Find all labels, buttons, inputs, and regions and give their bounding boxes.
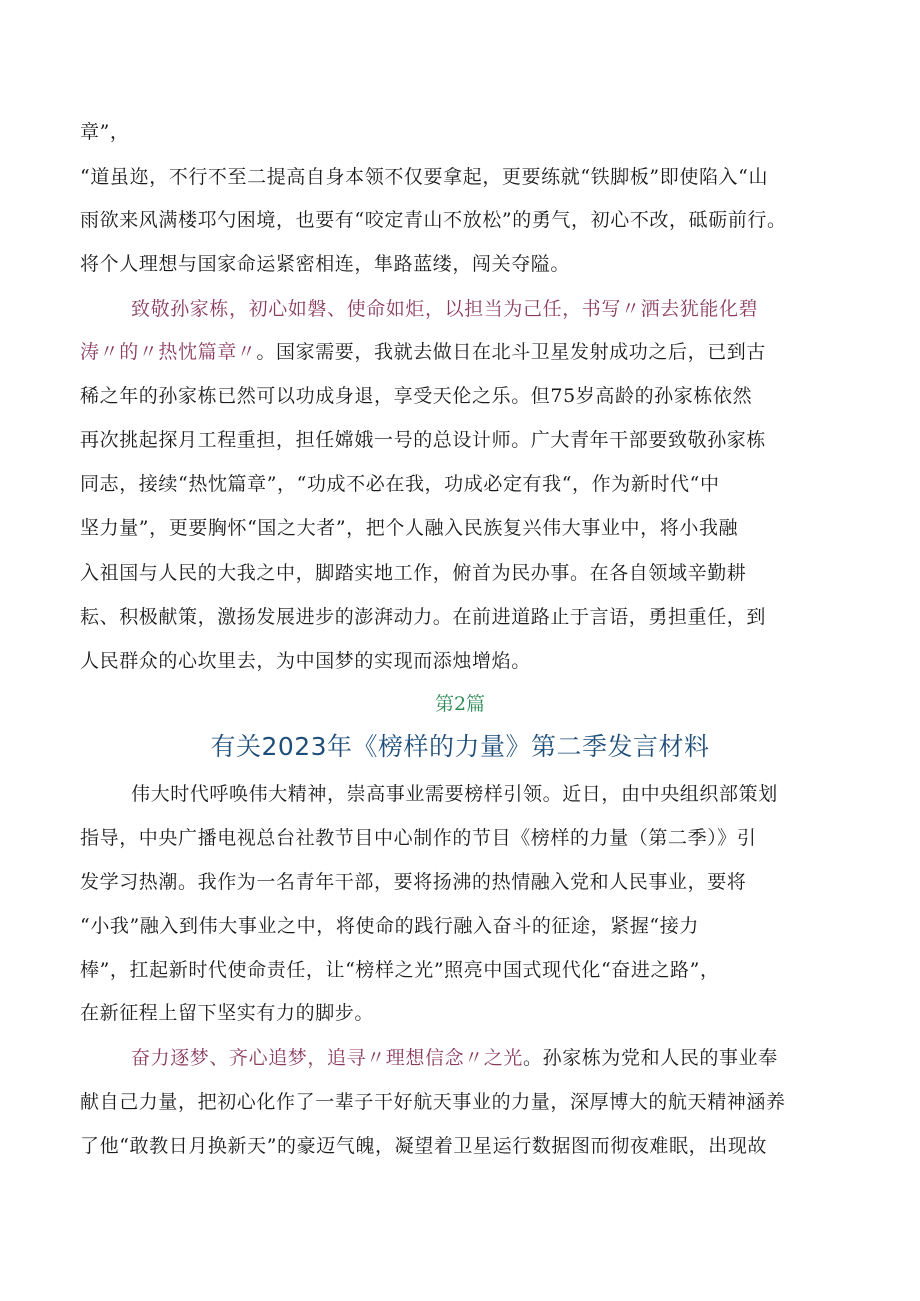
text-line: 棒”，扛起新时代使命责任，让“榜样之光”照亮中国式现代化“奋进之路”， [80,959,720,981]
highlighted-phrase: 致敬孙家栋，初心如磐、使命如炬，以担当为己任，书写〃洒去犹能化碧 [131,298,759,320]
text-line: 雨欲来风满楼邛勺困境，也要有“咬定青山不放松”的勇气，初心不改，砥砺前行。 [80,209,787,231]
text-line [80,340,766,364]
text-line: 将个人理想与国家命运紧密相连，隼路蓝缕，闯关夺隘。 [80,253,571,275]
text-run: 。孙家栋为党和人民的事业奉 [523,1047,778,1069]
text-line: 了他“敢教日月换新天”的豪迈气魄，凝望着卫星运行数据图而彻夜难眠，出现故 [80,1135,768,1157]
section-number: 第2篇 [434,693,486,715]
text-line: 人民群众的心坎里去，为中国梦的实现而添烛增焰。 [80,650,531,672]
article-title: 有关2023年《榜样的力量》第二季发言材料 [210,732,710,761]
text-line [131,1046,778,1070]
text-line: 在新征程上留下坚实有力的脚步。 [80,1002,375,1024]
text-line: 发学习热潮。我作为一名青年干部，要将扬沸的热情融入党和人民事业，要将 [80,871,747,893]
text-line: 坚力量”，更要胸怀“国之大者”，把个人融入民族复兴伟大事业中，将小我融 [80,517,739,539]
text-line: 同志，接续“热忱篇章”，“功成不必在我，功成必定有我“，作为新时代“中 [80,473,720,495]
text-line: 耘、积极献策，激扬发展进步的澎湃动力。在前进道路止于言语，勇担重任，到 [80,606,767,628]
text-line [131,297,758,321]
text-line: 入祖国与人民的大我之中，脚踏实地工作，俯首为民办事。在各自领域辛勤耕 [80,562,747,584]
text-line: 伟大时代呼唤伟大精神，崇高事业需要榜样引领。近日，由中央组织部策划 [131,783,778,805]
text-line: “小我”融入到伟大事业之中，将使命的践行融入奋斗的征途，紧握“接力 [80,915,699,937]
text-line: 再次挑起探月工程重担，担任嫦娥一号的总设计师。广大青年干部要致敬孙家栋 [80,429,767,451]
text-line: 指导，中央广播电视总台社教节目中心制作的节目《榜样的力量（第二季）》引 [80,827,757,849]
text-line: 献自己力量，把初心化作了一辈子干好航天事业的力量，深厚博大的航天精神涵养 [80,1091,786,1113]
text-run: 。国家需要，我就去做日在北斗卫星发射成功之后，已到古 [256,341,767,363]
text-line: 稀之年的孙家栋已然可以功成身退，享受天伦之乐。但75岁高龄的孙家栋依然 [80,385,753,407]
text-line: 章”， [80,121,130,143]
text-line: “道虽迩，不行不至二提高自身本领不仅要拿起，更要练就“铁脚板”即使陷入“山 [80,166,769,188]
highlighted-phrase: 涛〃的〃热忱篇章〃 [80,341,257,363]
highlighted-phrase: 奋力逐梦、齐心追梦，追寻〃理想信念〃之光 [131,1047,524,1069]
